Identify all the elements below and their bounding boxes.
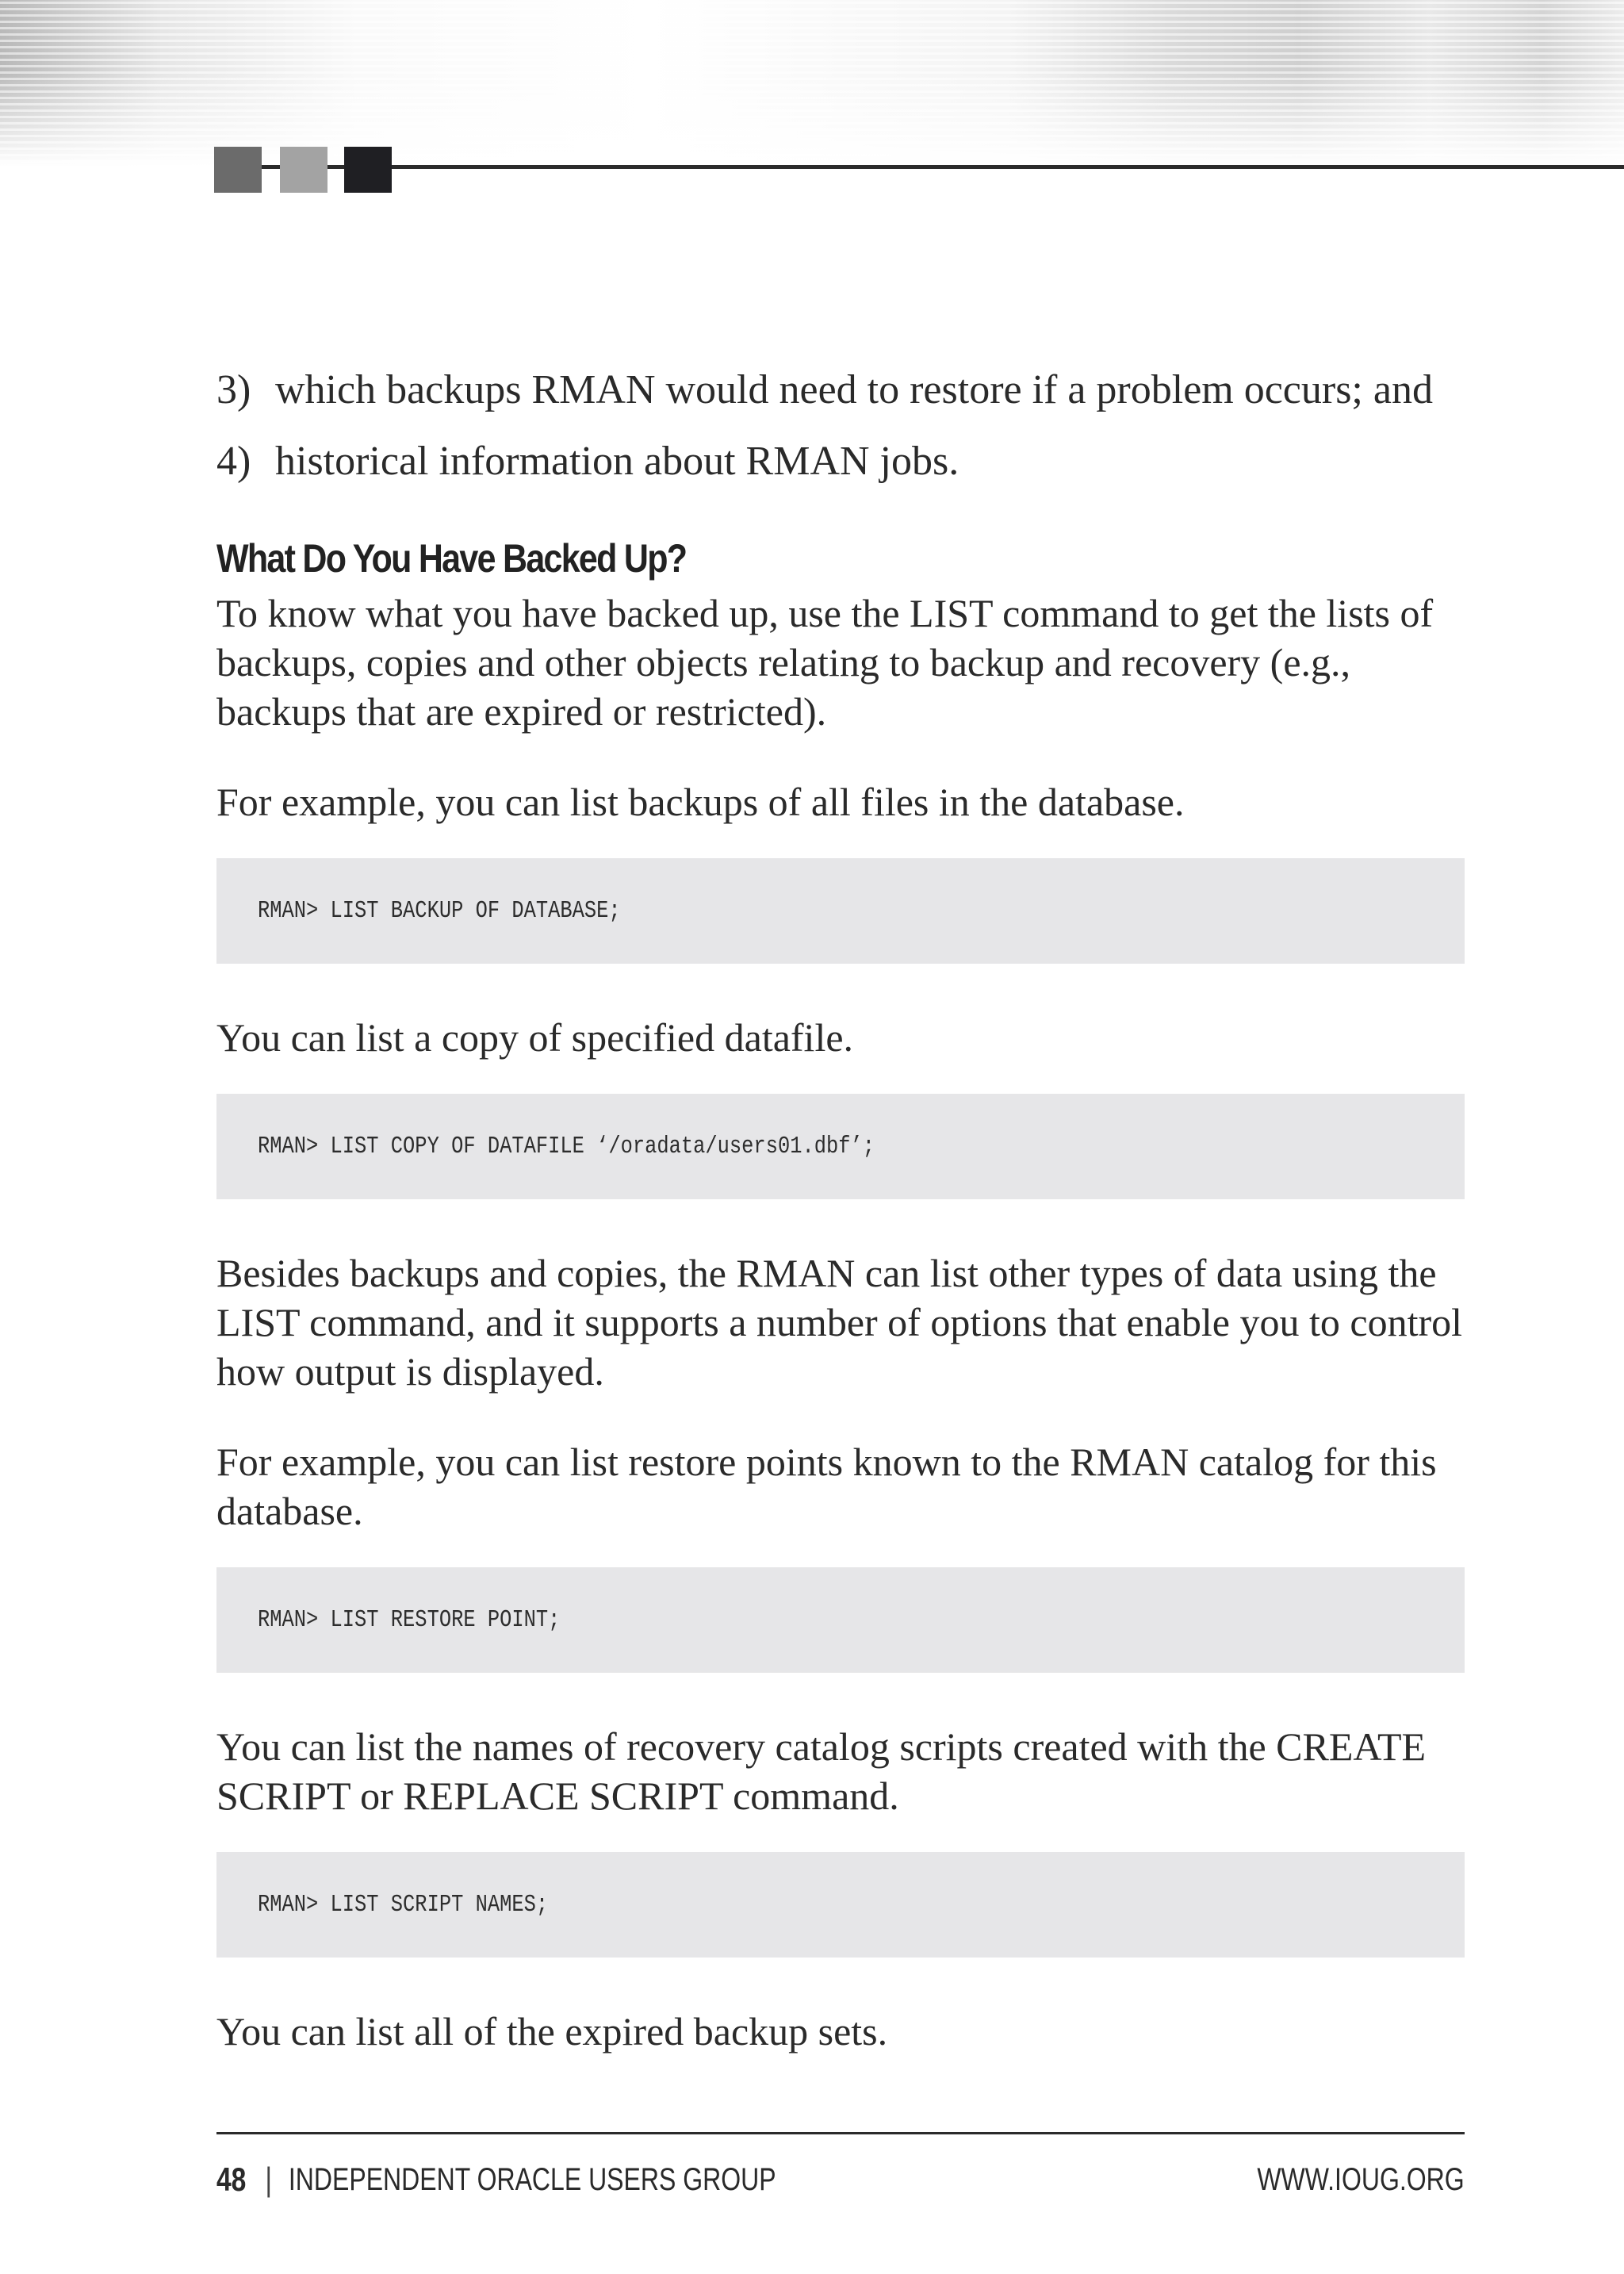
header-rule bbox=[214, 165, 1624, 169]
besides-paragraph: Besides backups and copies, the RMAN can list other types of data using the LIST command, and it supports a number of options that enable you to control how output is displayed. bbox=[216, 1251, 1463, 1394]
page-content bbox=[216, 366, 1463, 2097]
header-square-light-gray bbox=[280, 147, 327, 193]
code-block-list-restore bbox=[216, 1567, 1465, 1673]
page-number: 48 bbox=[216, 2161, 247, 2198]
code-text: RMAN> LIST SCRIPT NAMES; bbox=[258, 1891, 549, 1919]
section-heading: What Do You Have Backed Up? bbox=[216, 536, 687, 581]
code-block-list-scripts bbox=[216, 1852, 1465, 1958]
code-block-list-backup bbox=[216, 858, 1465, 964]
website-link[interactable]: WWW.IOUG.ORG bbox=[1257, 2161, 1465, 2197]
list-item bbox=[216, 366, 1463, 414]
header-square-dark-gray bbox=[214, 147, 262, 193]
footer-left bbox=[216, 2156, 776, 2203]
example-datafile-paragraph: You can list a copy of specified datafile. bbox=[216, 1015, 854, 1060]
list-item-text: historical information about RMAN jobs. bbox=[275, 439, 959, 484]
code-text: RMAN> LIST BACKUP OF DATABASE; bbox=[258, 897, 621, 925]
organization-name: INDEPENDENT ORACLE USERS GROUP bbox=[288, 2161, 776, 2197]
list-item-number: 4) bbox=[216, 439, 251, 484]
code-block-list-copy bbox=[216, 1094, 1465, 1199]
example-restore-paragraph: For example, you can list restore points known to the RMAN catalog for this database. bbox=[216, 1440, 1437, 1533]
example-database-paragraph: For example, you can list backups of all files in the database. bbox=[216, 780, 1185, 824]
code-text: RMAN> LIST COPY OF DATAFILE ‘/oradata/users01.dbf’; bbox=[258, 1133, 875, 1160]
list-item bbox=[216, 438, 1463, 485]
intro-paragraph: To know what you have backed up, use the LIST command to get the lists of backups, copies and other objects relating to backup and recovery (e.g., backups that are expired or restricted). bbox=[216, 591, 1434, 734]
footer-rule bbox=[216, 2132, 1465, 2134]
example-expired-paragraph: You can list all of the expired backup sets. bbox=[216, 2009, 888, 2054]
example-scripts-paragraph: You can list the names of recovery catalog scripts created with the CREATE SCRIPT or REPLACE SCRIPT command. bbox=[216, 1724, 1427, 1818]
header-square-black bbox=[344, 147, 392, 193]
code-text: RMAN> LIST RESTORE POINT; bbox=[258, 1606, 561, 1634]
footer-separator: | bbox=[265, 2161, 273, 2198]
page-footer bbox=[216, 2156, 1465, 2203]
list-item-number: 3) bbox=[216, 367, 251, 412]
header-banner bbox=[0, 0, 1624, 167]
list-item-text: which backups RMAN would need to restore if a problem occurs; and bbox=[275, 367, 1433, 412]
